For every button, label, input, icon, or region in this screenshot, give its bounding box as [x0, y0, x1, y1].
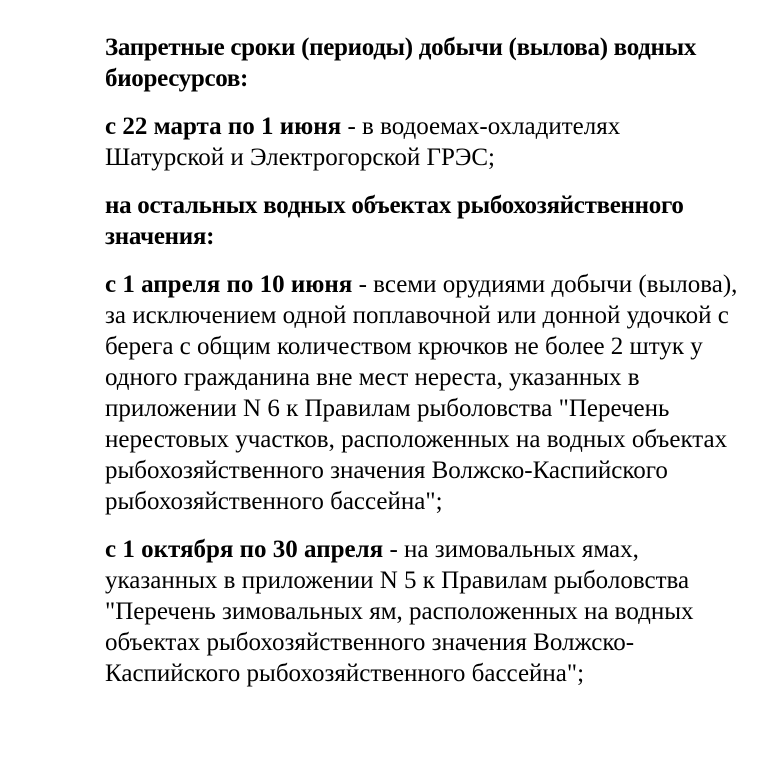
document-title: Запретные сроки (периоды) добычи (вылова) водных биоресурсов: [105, 34, 697, 92]
period-paragraph-cooling-ponds [105, 111, 745, 173]
period-paragraph-spawning [105, 269, 745, 517]
period-description: всеми орудиями добычи (вылова), за исключением одной поплавочной или донной удочкой с берега с общим количеством крючков не более 2 штук у одного гражданина вне мест нереста, указанных в приложении N 6 к Правилам рыболовства "Перечень нерестовых участков, расположенных на водных объектах рыбохозяйственного значения Волжско-Каспийского рыбохозяйственного бассейна"; [105, 271, 738, 515]
separator: - [352, 271, 374, 298]
period-paragraph-wintering-pits [105, 534, 745, 689]
period-dates: с 1 октября по 30 апреля [105, 536, 384, 563]
period-dates: с 1 апреля по 10 июня [105, 271, 353, 298]
separator: - [341, 113, 363, 140]
period-dates: с 22 марта по 1 июня [105, 113, 342, 140]
separator: - [383, 536, 405, 563]
document-body [105, 32, 745, 706]
section-heading: на остальных водных объектах рыбохозяйственного значения: [105, 192, 684, 250]
period-description: на зимовальных ямах, указанных в приложении N 5 к Правилам рыболовства "Перечень зимовальных ям, расположенных на водных объектах рыбохозяйственного значения Волжско-Каспийского рыбохозяйственного бассейна"; [105, 536, 694, 687]
period-description: в водоемах-охладителях Шатурской и Электрогорской ГРЭС; [105, 113, 621, 171]
